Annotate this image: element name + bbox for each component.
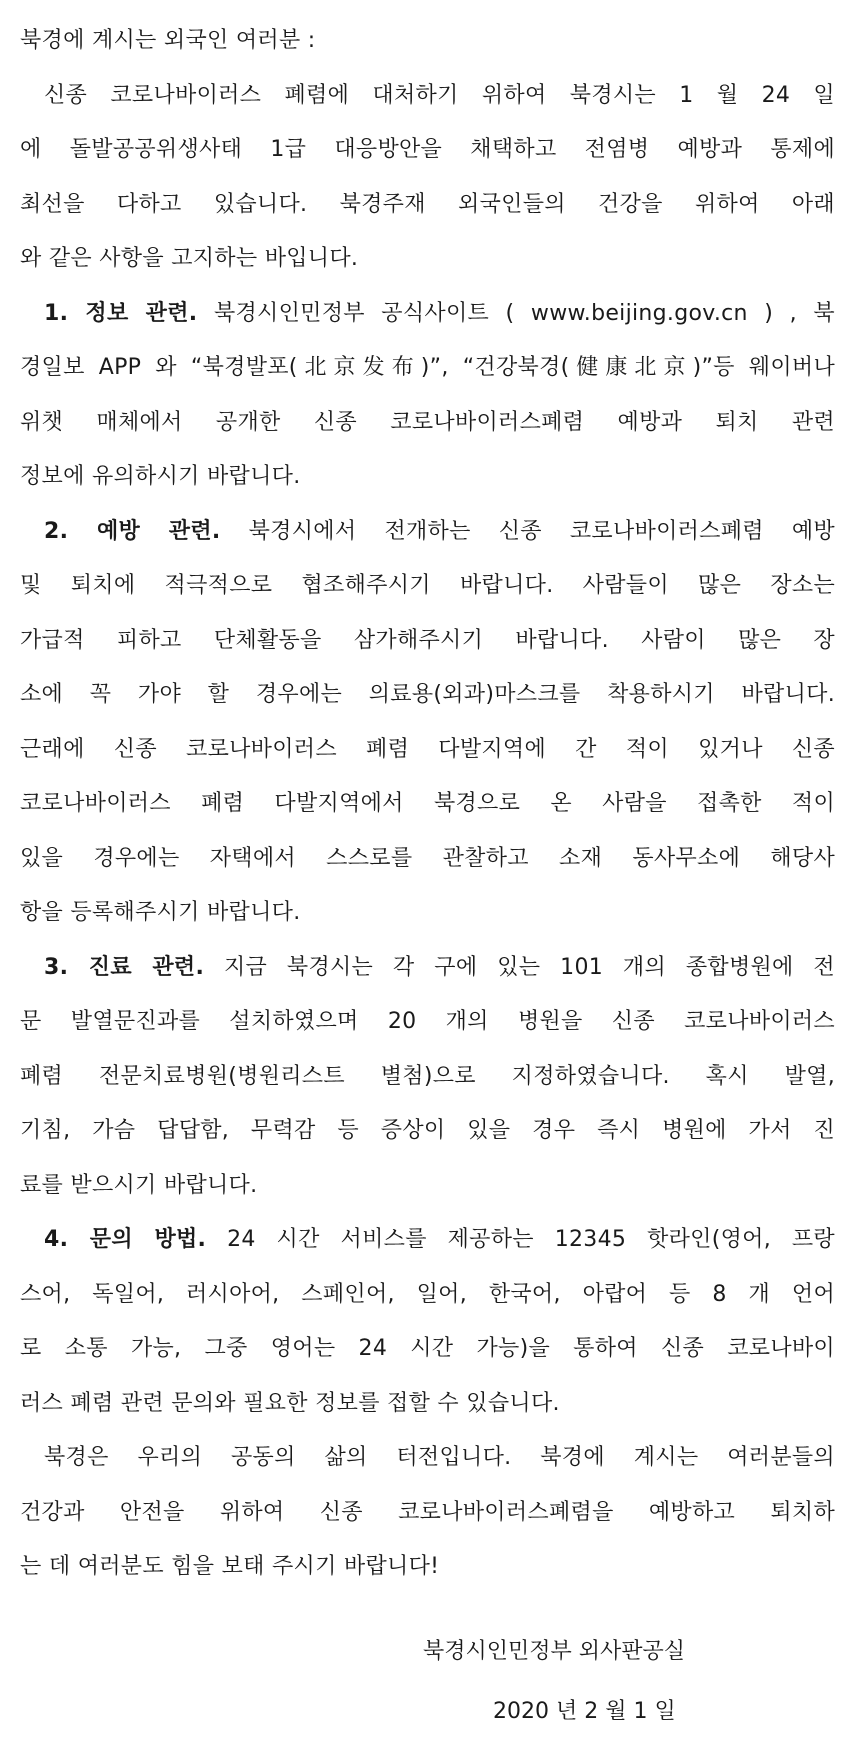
section-line: 스어, 독일어, 러시아어, 스페인어, 일어, 한국어, 아랍어 등 8 개 언어: [20, 1281, 835, 1307]
intro-paragraph: [20, 69, 835, 287]
section-text: 북경시인민정부 공식사이트 ( www.beijing.gov.cn ) , 북: [197, 300, 835, 326]
section-text: 지금 북경시는 각 구에 있는 101 개의 종합병원에 전: [204, 954, 835, 980]
notice-document: [20, 14, 835, 1595]
section-text: 북경시에서 전개하는 신종 코로나바이러스폐렴 예방: [220, 518, 835, 544]
section-line: 위챗 매체에서 공개한 신종 코로나바이러스폐렴 예방과 퇴치 관련: [20, 409, 835, 435]
section-heading: 4. 문의 방법.: [44, 1227, 207, 1252]
section-line: 기침, 가슴 답답함, 무력감 등 증상이 있을 경우 즉시 병원에 가서 진: [20, 1118, 835, 1143]
section-line: 소에 꼭 가야 할 경우에는 의료용(외과)마스크를 착용하시기 바랍니다.: [20, 682, 835, 707]
section-information: [20, 287, 835, 505]
section-line: 경일보 APP 와 “북경발포(北京发布)”, “건강북경(健康北京)”등 웨이버나: [20, 355, 835, 380]
section-line: 러스 폐렴 관련 문의와 필요한 정보를 접할 수 있습니다.: [20, 1390, 560, 1416]
intro-line: 와 같은 사항을 고지하는 바입니다.: [20, 246, 359, 271]
section-heading: 1. 정보 관련.: [44, 300, 198, 326]
section-prevention: [20, 505, 835, 941]
section-first-line: [20, 941, 835, 996]
section-heading: 3. 진료 관련.: [44, 954, 205, 980]
section-inquiry: [20, 1213, 835, 1431]
section-line: 로 소통 가능, 그중 영어는 24 시간 가능)을 통하여 신종 코로나바이: [20, 1336, 835, 1361]
section-heading: 2. 예방 관련.: [44, 518, 221, 544]
section-text: 24 시간 서비스를 제공하는 12345 핫라인(영어, 프랑: [206, 1227, 835, 1252]
section-first-line: [20, 287, 835, 342]
section-line: 료를 받으시기 바랍니다.: [20, 1172, 258, 1198]
intro-line: 최선을 다하고 있습니다. 북경주재 외국인들의 건강을 위하여 아래: [20, 191, 835, 217]
signature-organization: 북경시인민정부 외사판공실: [423, 1639, 686, 1664]
section-line: 폐렴 전문치료병원(병원리스트 별첨)으로 지정하였습니다. 혹시 발열,: [20, 1063, 835, 1089]
closing-line: 는 데 여러분도 힘을 보태 주시기 바랍니다!: [20, 1554, 440, 1579]
closing-line: 북경은 우리의 공동의 삶의 터전입니다. 북경에 계시는 여러분들의: [44, 1445, 835, 1470]
intro-line: 에 돌발공공위생사태 1급 대응방안을 채택하고 전염병 예방과 통제에: [20, 137, 835, 162]
section-line: 근래에 신종 코로나바이러스 폐렴 다발지역에 간 적이 있거나 신종: [20, 736, 835, 762]
section-treatment: [20, 941, 835, 1214]
intro-line: 신종 코로나바이러스 폐렴에 대처하기 위하여 북경시는 1 월 24 일: [44, 82, 835, 108]
section-line: 정보에 유의하시기 바랍니다.: [20, 464, 301, 489]
section-line: 문 발열문진과를 설치하였으며 20 개의 병원을 신종 코로나바이러스: [20, 1009, 835, 1034]
section-line: 가급적 피하고 단체활동을 삼가해주시기 바랍니다. 사람이 많은 장: [20, 627, 835, 653]
closing-line: 건강과 안전을 위하여 신종 코로나바이러스폐렴을 예방하고 퇴치하: [20, 1499, 835, 1525]
section-line: 있을 경우에는 자택에서 스스로를 관찰하고 소재 동사무소에 해당사: [20, 845, 835, 871]
section-line: 코로나바이러스 폐렴 다발지역에서 북경으로 온 사람을 접촉한 적이: [20, 791, 835, 816]
closing-paragraph: [20, 1431, 835, 1595]
section-line: 항을 등록해주시기 바랍니다.: [20, 900, 301, 925]
section-first-line: [20, 505, 835, 560]
section-line: 및 퇴치에 적극적으로 협조해주시기 바랍니다. 사람들이 많은 장소는: [20, 573, 835, 598]
signature-date: 2020 년 2 월 1 일: [493, 1699, 676, 1724]
section-first-line: [20, 1213, 835, 1268]
salutation: 북경에 계시는 외국인 여러분 :: [20, 28, 316, 53]
